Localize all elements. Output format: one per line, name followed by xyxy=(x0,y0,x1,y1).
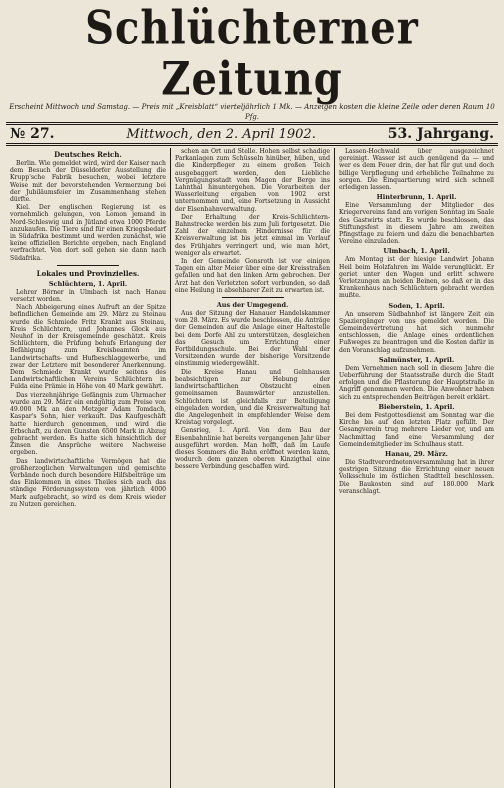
masthead-title: Schlüchterner Zeitung xyxy=(85,1,419,106)
article-paragraph: Das vierzehnjährige Gefängnis zum Uhrmacher wurde am 29. März ein endgültig zum Preise von 49.000 Mk an den Metzger Adam Tomdach, Kaspar's Sohn, hier verkauft. Das Kaufgeschäft hatte hierdurch genommen, und wird die Erbschaft, zu deren Gunsten 6500 Mark in Abzug gebracht werden. Es hatte sich hinsichtlich der Zinsen die Ansprüche weitere Nachweise ergeben. xyxy=(10,391,166,457)
issue-bar xyxy=(6,125,498,143)
column-1 xyxy=(6,148,170,788)
article-columns xyxy=(6,148,498,788)
issue-date: Mittwoch, den 2. April 1902. xyxy=(126,127,316,142)
section-heading: Lokales und Provinzielles. xyxy=(36,268,140,278)
article-paragraph: Lehrer Börner in Ulmbach ist nach Hanau versetzt worden. xyxy=(10,288,166,304)
column-2 xyxy=(170,148,334,788)
dateline: Soden, 1. April. xyxy=(388,301,445,310)
article-paragraph: Kiel. Der englischen Regierung ist es vornehmlich gelungen, von Lomon jemand in Nord-Schleswig und in Jütland etwa 1000 Pferde anzukaufen. Die Tiere sind für einen Kriegsbedarf in Südafrika bestimmt und werden zunächst, wie keine offiziellen Berichte ergeben, nach England verfrachtet. Von dort soll gehen sie dann nach Südafrika. xyxy=(10,204,166,262)
article-paragraph: Eine Versammlung der Mitglieder des Kriegervereins fand am vorigen Sonntag im Saale des Gastwirts statt. Es wurde beschlossen, das Stiftungsfest in diesem Jahre am zweiten Pfingsttage zu feiern und dazu die benachbarten Vereine einzuladen. xyxy=(339,202,494,246)
column-3 xyxy=(334,148,498,788)
article-paragraph: Dem Vernehmen nach soll in diesem Jahre die Ueberführung der Staatsstraße durch die Stadt erfolgen und die Pflasterung der Hauptstraße in Angriff genommen werden. Die Anwohner haben sich zu entsprechenden Beiträgen bereit erklärt. xyxy=(339,364,494,401)
bottom-rule xyxy=(6,143,498,146)
article-paragraph: Gensrieg, 1. April. Von dem Bau der Eisenbahnlinie hat bereits vergangenen Jahr über ausgeführt worden. Man hofft, daß im Laufe dieses Sommers die Bahn eröffnet werden kann, wodurch dem ganzen oberen Kinzigthal eine bessere Verbindung geschaffen wird. xyxy=(175,427,330,471)
article-paragraph: Am Montag ist der hiesige Landwirt Johann Heil beim Holzfahren im Walde verunglückt. Er geriet unter den Wagen und erlitt schwere Verletzungen an beiden Beinen, so daß er in das Krankenhaus nach Schlüchtern gebracht werden mußte. xyxy=(339,256,494,300)
article-paragraph: Lassen-Hochwald über ausgezeichnet gereinigt. Wasser ist auch genügend da — und wer es dem Feuer drin, der hat für gut und doch billige Verpflegung und erhebliche Teilnahme zu sorgen. Die Einquartierung wird sich schnell erledigen lassen. xyxy=(339,148,494,192)
separator xyxy=(222,297,284,298)
article-paragraph: Das landwirtschaftliche Vermögen hat die großherzoglichen Verwaltungen und gemischte Verbände noch durch besondere Hilfsbeiträge um das Einkommen in eines Theiles sich auch das ständige Förderungssystem von jährlich 4000 Mark aufgebracht, so wird es dem Kreis wieder zu Nutzen gereichen. xyxy=(10,457,166,508)
article-paragraph: schen an Ort und Stelle. Hohen selbst schadige Parkanlagen zum Schüsseln hinüber, hüben, und die Kinderpfleger zu einem großen Teich ausgebaggert werden, den Liebliche Vergnügungsstadt vom Magen der Berge ins Lahnthal hinuntergehen. Die Vorarbeiten der Wasserleitung ergaben von 1902 erst unternommen und, eine Fortsetzung in Aussicht der Eisenbahnverwaltung. xyxy=(175,148,330,213)
article-paragraph: Aus der Sitzung der Hanauer Handelskammer vom 28. März. Es wurde beschlossen, die Anträge der Gemeinden auf die Anlage einer Haltestelle bei dem Dorfe Ahl zu unterstützen, desgleichen das Gesuch um Errichtung einer Fortbildungsschule. Bei der Wahl der Vorsitzenden wurde der bisherige Vorsitzende einstimmig wiedergewählt. xyxy=(175,310,330,368)
article-paragraph: An unserem Südbahnhof ist längere Zeit ein Spaziergänger von uns gemeldet worden. Die Gemeindevertretung hat sich nunmehr entschlossen, die Anlage eines ordentlichen Fußweges zu beantragen und die Kosten dafür in den Voranschlag aufzunehmen. xyxy=(339,310,494,354)
subscription-line: Erscheint Mittwoch und Samstag. — Preis mit „Kreisblatt“ vierteljährlich 1 Mk. — Anzeigen kosten die kleine Zeile oder deren Raum 10 Pfg. xyxy=(9,103,495,121)
section-heading: Deutsches Reich. xyxy=(54,150,122,159)
article-paragraph: Der Erhaltung der Kreis-Schlüchtern-Bahnstrecke werden bis zum Juli fortgesetzt. Die Zahl der einzelnen Hindernisse für die Kreisverwaltung ist bis jetzt einmal im Verlauf des Frühjahrs verringert und, wie man hört, weniger als erwartet. xyxy=(175,213,330,257)
dateline: Hanau, 29. März. xyxy=(385,449,448,458)
article-paragraph: Die Kreise Hanau und Gelnhausen beabsichtigen zur Hebung der landwirtschaftlichen Obstzucht einen gemeinsamen Baumwärter anzustellen. Schlüchtern ist gleichfalls zur Beteiligung eingeladen worden, und die Kreisverwaltung hat die Angelegenheit in empfehlender Weise dem Kreistag vorgelegt. xyxy=(175,368,330,427)
dateline: Ulmbach, 1. April. xyxy=(383,247,450,256)
article-paragraph: Bei dem Festgottesdienst am Sonntag war die Kirche bis auf den letzten Platz gefüllt. Der Gesangverein trug mehrere Lieder vor, und am Nachmittag fand eine Versammlung der Gemeindemitglieder im Schulhaus statt. xyxy=(339,411,494,448)
dateline: Salmünster, 1. April. xyxy=(378,355,455,364)
section-heading: Aus der Umgegend. xyxy=(216,301,289,310)
article-paragraph: In der Gemeinde Gonsroth ist vor einigen Tagen ein alter Meier über eine der Kreisstraßen gefallen und hat den linken Arm gebrochen. Der Arzt hat den Verletzten sofort verbunden, so daß eine Heilung in absehbarer Zeit zu erwarten ist. xyxy=(175,258,330,294)
article-paragraph: Nach Abbeigerung eines Aufruft an der Spitze befindlichen Gemeinde am 29. März zu Steinau wurde die Schmiede Fritz Krankt aus Steinau, Kreis Schlüchtern, und Johannes Glock aus Neuhof in der Kreisgemeinde geschätzt. Kreis Schlüchtern, die Prüfung behufs Erlangung der Befähigung zum Kreisbeamten im Landwirtschafts- und Hufbeschlaggewerbe, und zwar der Letztere mit besonderer Anerkennung. Dem Schmiede Krankt wurde seitens des Landwirtschaftlichen Vereins Schlüchtern in Fulda eine Prämie in Höhe von 40 Mark gewährt. xyxy=(10,304,166,391)
separator xyxy=(57,265,119,266)
article-paragraph: Die Stadtverordnetenversammlung hat in ihrer gestrigen Sitzung die Errichtung einer neuen Volksschule im östlichen Stadtteil beschlossen. Die Baukosten sind auf 180.000 Mark veranschlagt. xyxy=(339,458,494,495)
dateline: Schlüchtern, 1. April. xyxy=(48,279,128,288)
article-paragraph: Berlin. Wie gemeldet wird, wird der Kaiser nach dem Besuch der Düsseldorfer Ausstellung die Krupp'sche Fabrik besuchen, wobei letztere Weise mit der bevorstehenden Vermerzung bei der Jubiläumsfeier im Zusammenhang stehen dürfte. xyxy=(10,160,166,204)
dateline: Hinterbrunn, 1. April. xyxy=(376,193,457,202)
issue-volume: 53. Jahrgang. xyxy=(387,126,494,142)
issue-number: № 27. xyxy=(10,126,55,142)
dateline: Bieberstein, 1. April. xyxy=(378,402,455,411)
